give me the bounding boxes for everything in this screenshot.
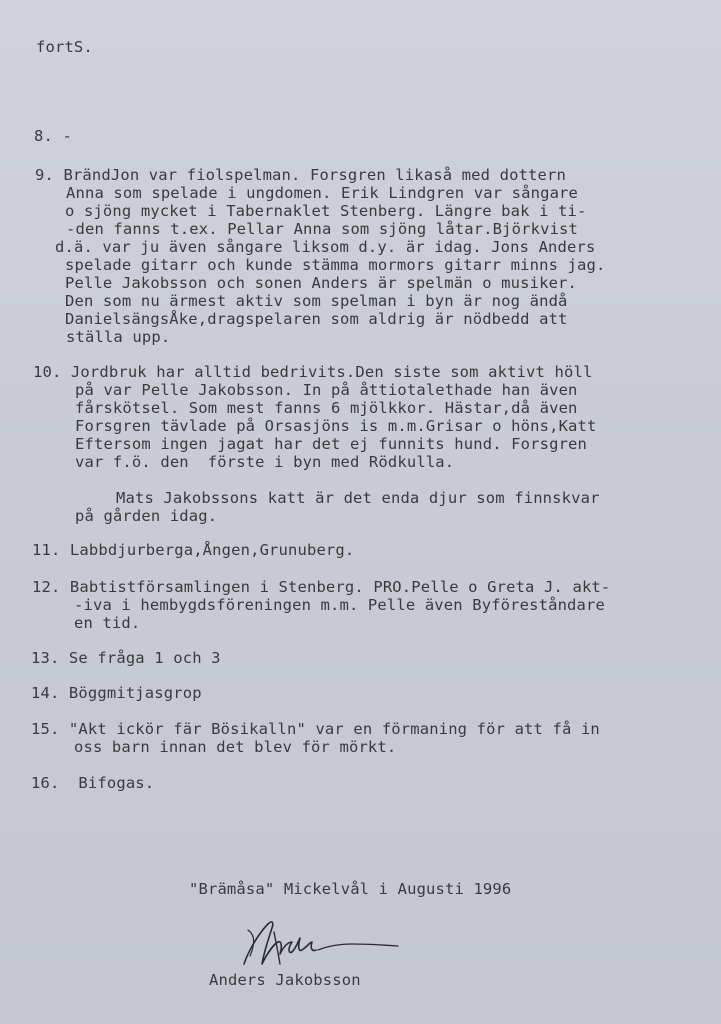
item-9-line: DanielsängsÅke,dragspelaren som aldrig är nödbedd att [65,310,568,328]
item-8: 8. - [34,127,72,145]
continuation-header: fortS. [36,38,93,56]
item-11: 11. Labbdjurberga,Ången,Grunuberg. [32,541,355,559]
author-name: Anders Jakobsson [209,971,361,989]
item-10-line: 10. Jordbruk har alltid bedrivits.Den siste som aktivt höll [33,363,593,381]
item-13: 13. Se fråga 1 och 3 [31,649,221,667]
item-12-line: en tid. [74,614,141,632]
item-10-line: var f.ö. den förste i byn med Rödkulla. [75,453,455,471]
item-9-line: spelade gitarr och kunde stämma mormors gitarr minns jag. [65,256,606,274]
item-15-line: 15. "Akt ickör fär Bösikalln" var en förmaning för att få in [31,720,600,738]
item-9-line: ställa upp. [66,328,171,346]
item-10-line: Eftersom ingen jagat har det ej funnits hund. Forsgren [75,435,588,453]
item-10-paragraph-line: på gården idag. [75,507,218,525]
place-date: "Brämåsa" Mickelvål i Augusti 1996 [189,880,512,898]
item-9-line: o sjöng mycket i Tabernaklet Stenberg. Längre bak i ti- [65,202,587,220]
item-9-line: 9. BrändJon var fiolspelman. Forsgren likaså med dottern [35,166,566,184]
item-9-line: Anna som spelade i ungdomen. Erik Lindgren var sångare [66,184,579,202]
item-10-paragraph-line: Mats Jakobssons katt är det enda djur som finnskvar [116,489,600,507]
item-15-line: oss barn innan det blev för mörkt. [74,738,397,756]
item-9-line: Pelle Jakobsson och sonen Anders är spelmän o musiker. [65,274,578,292]
item-12-line: -iva i hembygdsföreningen m.m. Pelle även Byföreståndare [74,596,605,614]
item-10-line: Forsgren tävlade på Orsasjöns is m.m.Grisar o höns,Katt [75,417,597,435]
item-10-line: fårskötsel. Som mest fanns 6 mjölkkor. Hästar,då även [75,399,578,417]
item-10-line: på var Pelle Jakobsson. In på åttiotalethade han även [75,381,578,399]
item-9-line: d.ä. var ju även sångare liksom d.y. är idag. Jons Anders [55,238,596,256]
item-14: 14. Böggmitjasgrop [31,684,202,702]
item-9-line: -den fanns t.ex. Pellar Anna som sjöng låtar.Björkvist [66,220,579,238]
item-9-line: Den som nu ärmest aktiv som spelman i byn är nog ändå [65,292,568,310]
handwritten-signature [238,912,403,972]
item-12-line: 12. Babtistförsamlingen i Stenberg. PRO.Pelle o Greta J. akt- [32,578,611,596]
item-16: 16. Bifogas. [31,774,155,792]
